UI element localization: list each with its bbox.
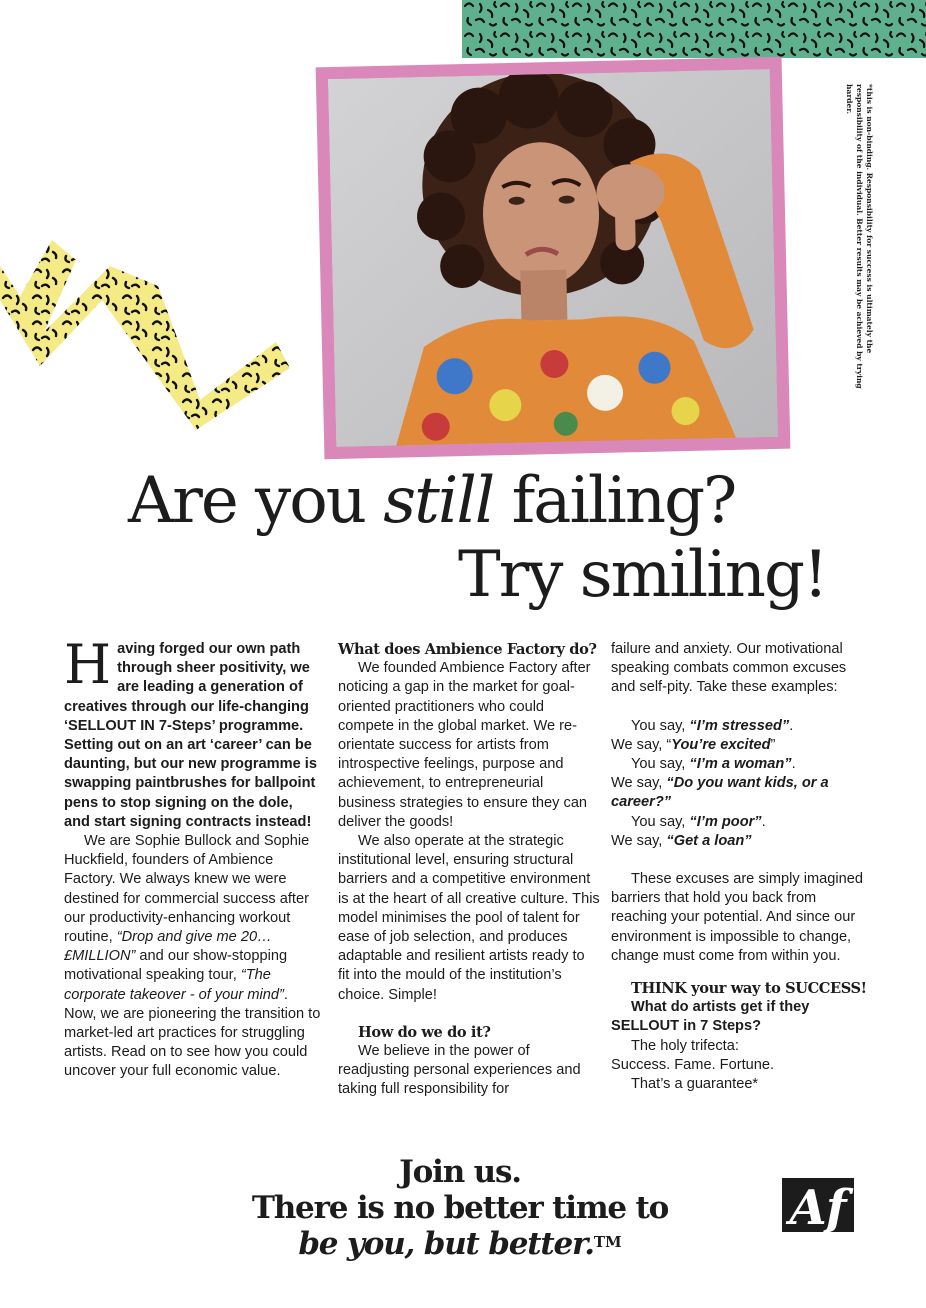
- dialog-prefix: You say,: [631, 756, 690, 773]
- dialog-line: [611, 717, 869, 736]
- dialog-quote: “Get a loan”: [666, 832, 752, 849]
- trademark-mark: TM: [593, 1233, 622, 1251]
- portrait-illustration: [328, 69, 778, 447]
- answer-line-2: Success. Fame. Fortune.: [611, 1056, 775, 1073]
- portrait-photo: [328, 69, 778, 447]
- footer-tagline: [200, 1154, 720, 1262]
- dialog-prefix: You say,: [631, 717, 690, 734]
- dialog-prefix: We say,: [611, 832, 667, 849]
- dialog-suffix: .: [789, 717, 794, 734]
- footer-line-3: [200, 1226, 720, 1262]
- excuses-intro-paragraph: failure and anxiety. Our motivational speaking combats common excuses and self-pity. Take these examples:: [611, 641, 847, 696]
- answer-line-1: The holy trifecta:: [631, 1037, 739, 1054]
- dialog-line: [611, 774, 869, 812]
- founders-text-a: We are Sophie Bullock and Sophie Huckfield, founders of Ambience Factory. We always knew we were destined for commercial success after our productivity-enhancing workout routine,: [64, 833, 310, 946]
- headline-part-b: failing?: [493, 464, 736, 538]
- dialog-line: [611, 813, 869, 832]
- subheading-what: What does Ambience Factory do?: [338, 641, 597, 658]
- what-paragraph: We founded Ambience Factory after noticing a gap in the market for goal-oriented practitioners who could compete in the global market. We re-orientate success for artists from introspective feelings, purpose and achievement, to entrepreneurial business strategies to ensure they can deliver the goods!: [338, 660, 591, 830]
- dialog-line: [611, 736, 869, 755]
- intro-paragraph: [64, 633, 322, 832]
- headline-part-a: Are you: [128, 464, 384, 538]
- squiggle-pattern-band: [462, 0, 926, 58]
- barriers-paragraph: These excuses are simply imagined barriers that hold you back from reaching your potential. And since our environment is impossible to change, change must come from within you.: [611, 871, 863, 964]
- question-text: What do artists get if they SELLOUT in 7 Steps?: [611, 999, 810, 1035]
- dialog-quote: “I’m a woman”: [689, 756, 792, 773]
- dialog-suffix: .: [791, 756, 796, 773]
- headline-line-1: [128, 466, 735, 536]
- article-column-3: [611, 640, 869, 1094]
- subheading-think: THINK your way to SUCCESS!: [631, 980, 867, 998]
- disclaimer-text: *this is non-binding. Responsibility for success is ultimately the responsibility of the individual. Better results may be achieved by trying harder.: [845, 84, 874, 389]
- footer-line-3-text: be you, but better.: [298, 1226, 594, 1262]
- dialog-quote: “Do you want kids, or a career?”: [611, 775, 829, 811]
- footer-line-1: Join us.: [399, 1154, 521, 1190]
- dialog-suffix: ”: [770, 736, 776, 753]
- dialog-suffix: .: [761, 813, 766, 830]
- founders-paragraph: [64, 832, 322, 1082]
- dialog-prefix: You say,: [631, 813, 690, 830]
- excuses-dialog: [611, 717, 869, 851]
- disclaimer-note: [842, 84, 876, 404]
- article-column-2: [338, 640, 600, 1100]
- dialog-prefix: We say,: [611, 775, 667, 792]
- article-column-1: [64, 633, 322, 1082]
- intro-text: aving forged our own path through sheer positivity, we are leading a generation of creatives through our life-changing ‘SELLOUT IN 7-Steps’ programme. Setting out on an art ‘career’ can be daunting, but our new programme is swapping paintbrushes for ballpoint pens to stop signing on the dole, and start signing contracts instead!: [64, 641, 317, 830]
- workout-quote: “Drop and give me 20… £MILLION”: [64, 929, 272, 965]
- zigzag-pattern-shape: [0, 240, 290, 430]
- dialog-quote: “I’m poor”: [689, 813, 762, 830]
- founders-text-c: . Now, we are pioneering the transition to market-led art practices for struggling artists. Read on to see how you could uncover your full economic value.: [64, 986, 321, 1080]
- headline-emphasis: still: [383, 464, 494, 538]
- photo-frame: [316, 57, 791, 459]
- founders-text-b: and our show-stopping motivational speaking tour,: [64, 948, 288, 984]
- dialog-quote: You’re excited: [671, 736, 771, 753]
- dialog-quote: “I’m stressed”: [689, 717, 790, 734]
- headline-line-2: Try smiling!: [458, 538, 827, 612]
- dialog-line: [611, 832, 869, 851]
- dialog-line: [611, 755, 869, 774]
- dialog-prefix: We say, “: [611, 736, 672, 753]
- af-logo: [782, 1178, 854, 1232]
- drop-cap: H: [64, 633, 112, 696]
- af-logo-mark: [782, 1178, 854, 1232]
- subheading-how: How do we do it?: [358, 1023, 491, 1041]
- strategic-paragraph: We also operate at the strategic institutional level, ensuring structural barriers and a competitive environment is at the heart of all creative culture. This model minimises the pool of talent for ease of job selection, and produces adaptable and resilient artists ready to fit into the mould of the institution’s choice. Simple!: [338, 833, 600, 1003]
- logo-text: Af: [789, 1180, 847, 1232]
- answer-line-3: That’s a guarantee*: [631, 1076, 759, 1093]
- footer-line-2: There is no better time to: [251, 1190, 669, 1226]
- tour-quote: “The corporate takeover - of your mind”: [64, 967, 284, 1003]
- how-paragraph: We believe in the power of readjusting personal experiences and taking full responsibility for: [338, 1043, 581, 1098]
